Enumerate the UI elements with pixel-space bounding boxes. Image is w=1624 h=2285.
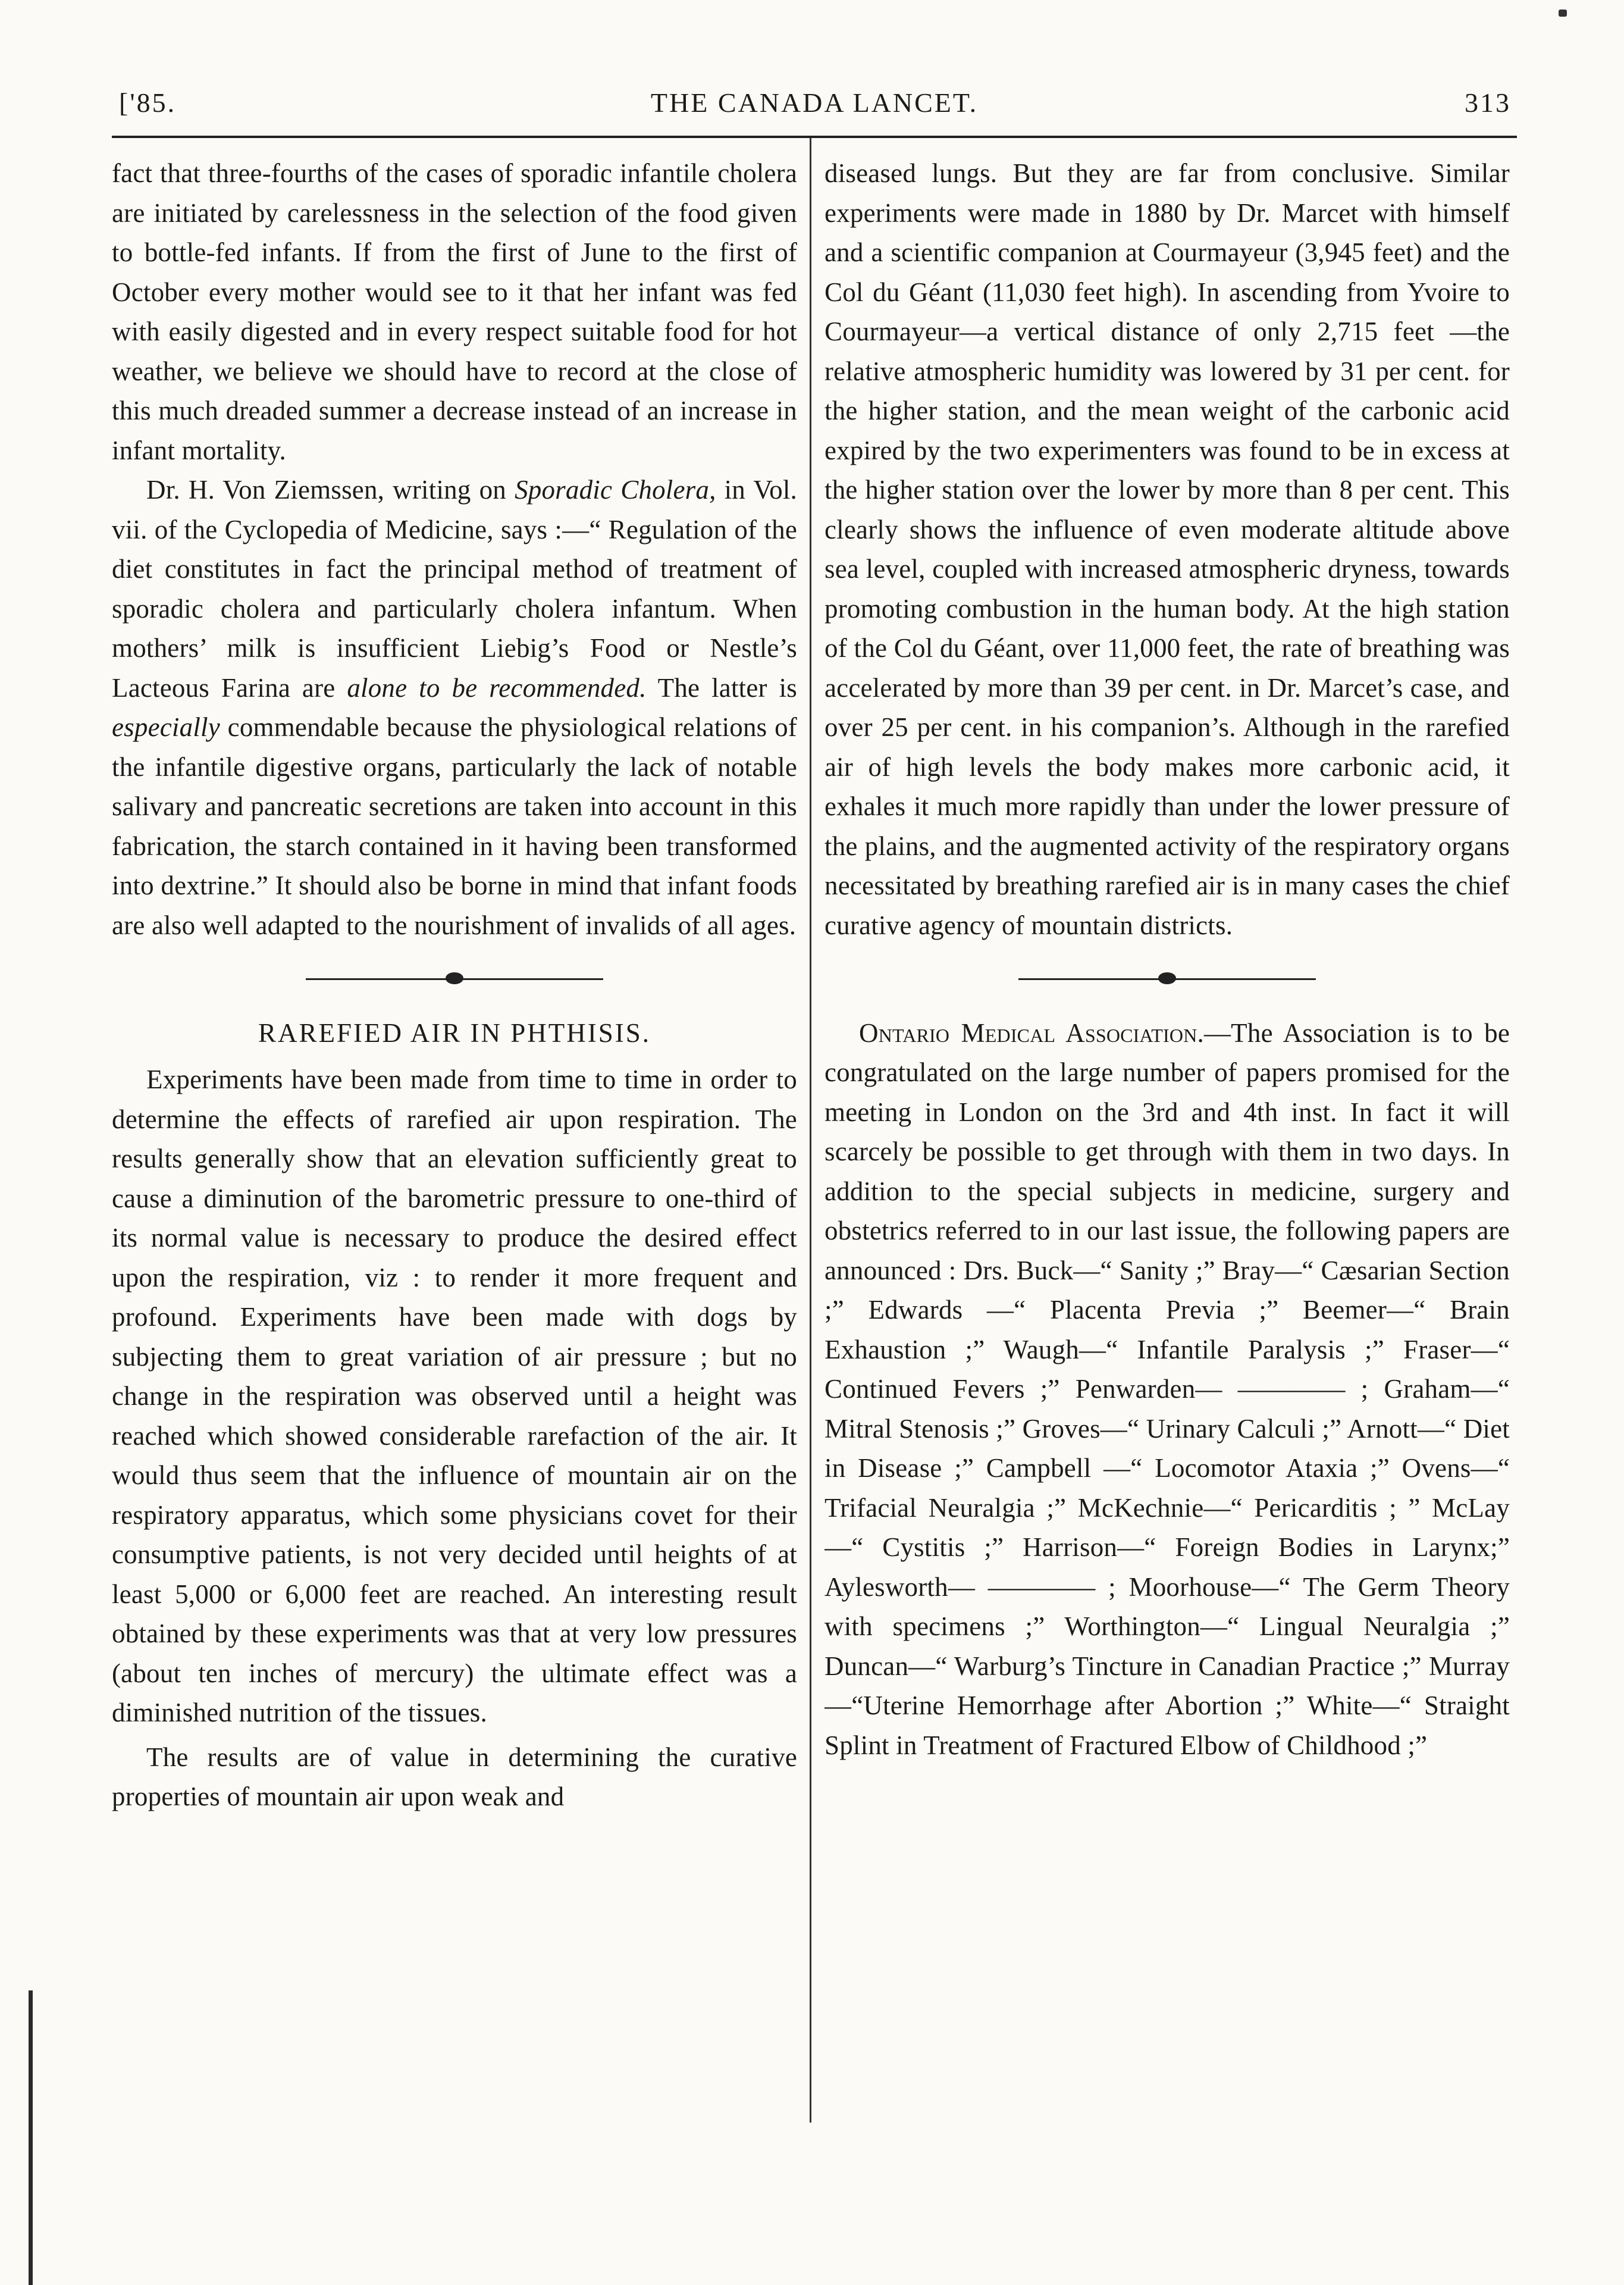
header-rule: [112, 136, 1517, 138]
ziemssen-text-b: in Vol. vii. of the Cyclopedia of Medicine, says :—“ Regulation of the diet constitutes in fact the principal method of treatment of sporadic cholera and particularly cholera infantum. When mothers’ milk is insufficient Liebig’s Food or Nestle’s Lacteous Farina are: [112, 475, 797, 703]
left-column: [112, 154, 797, 2117]
column-divider: [810, 138, 811, 2123]
corner-ink-mark: [1559, 10, 1567, 17]
ontario-medical-association-lead: Ontario Medical Association.: [859, 1018, 1204, 1048]
rarefied-air-paragraph-2: The results are of value in determining the curative properties of mountain air upon weak and: [112, 1742, 797, 1811]
rarefied-air-continuation: diseased lungs. But they are far from conclusive. Similar experiments were made in 1880 by Dr. Marcet with himself and a scientific companion at Courmayeur (3,945 feet) and the Col du Géant (11,030 feet high). In ascending from Yvoire to Courmayeur—a vertical distance of only 2,715 feet —the relative atmospheric humidity was lowered by 31 per cent. for the higher station, and the mean weight of the carbonic acid expired by the two experimenters was found to be in excess at the higher station over the lower by more than 8 per cent. This clearly shows the influence of even moderate altitude above sea level, coupled with increased atmospheric dryness, towards promoting combustion in the human body. At the high station of the Col du Géant, over 11,000 feet, the rate of breathing was accelerated by more than 39 per cent. in Dr. Marcet’s case, and over 25 per cent. in his companion’s. Although in the rarefied air of high levels the body makes more carbonic acid, it exhales it much more rapidly than under the lower pressure of the plains, and the augmented activity of the respiratory organs necessitated by breathing rarefied air is in many cases the chief curative agency of mountain districts.: [824, 158, 1510, 940]
ziemssen-italic-sporadic-cholera: Sporadic Cholera,: [515, 475, 716, 505]
section-divider-ornament: [306, 959, 603, 999]
ontario-medical-association-paragraph: [824, 1013, 1510, 1766]
volume-year-label: ['85.: [119, 87, 177, 118]
infant-cholera-paragraph-end: fact that three-fourths of the cases of sporadic infantile cholera are initiated by carelessness in the selection of the food given to bottle-fed infants. If from the first of June to the first of October every mother would see to it that her infant was fed with easily digested and in every respect suitable food for hot weather, we believe we should have to record at the close of this much dreaded summer a decrease instead of an increase in infant mortality.: [112, 158, 797, 465]
ziemssen-text-d: commendable because the physiological relations of the infantile digestive organs, particularly the lack of notable salivary and pancreatic secretions are taken into account in this fabrication, the starch contained in it having been transformed into dextrine.” It should also be borne in mind that infant foods are also well adapted to the nourishment of invalids of all ages.: [112, 712, 797, 940]
right-column: [824, 154, 1510, 2117]
section-divider-ornament: [1018, 959, 1316, 999]
binding-edge-mark: [29, 1990, 33, 2285]
section-heading-rarefied-air: RAREFIED AIR IN PHTHISIS.: [258, 1018, 651, 1048]
ziemssen-italic-especially: especially: [112, 712, 220, 742]
page-number: 313: [1465, 87, 1511, 118]
ziemssen-italic-recommended: alone to be recommended.: [347, 672, 647, 703]
journal-title: THE CANADA LANCET.: [650, 87, 979, 118]
ziemssen-paragraph: [112, 470, 797, 945]
ontario-medical-association-body: —The Association is to be congratulated on the large number of papers promised for the meeting in London on the 3rd and 4th inst. In fact it will scarcely be possible to get through with them in two days. In addition to the special subjects in medicine, surgery and obstetrics referred to in our last issue, the following papers are announced : Drs. Buck—“ Sanity ;” Bray—“ Cæsarian Section ;” Edwards —“ Placenta Previa ;” Beemer—“ Brain Exhaustion ;” Waugh—“ Infantile Paralysis ;” Fraser—“ Continued Fevers ;” Penwarden— ———— ; Graham—“ Mitral Stenosis ;” Groves—“ Urinary Calculi ;” Arnott—“ Diet in Disease ;” Campbell —“ Locomotor Ataxia ;” Ovens—“ Trifacial Neuralgia ;” McKechnie—“ Pericarditis ; ” McLay—“ Cystitis ;” Harrison—“ Foreign Bodies in Larynx;” Aylesworth— ———— ; Moorhouse—“ The Germ Theory with specimens ;” Worthington—“ Lingual Neuralgia ;” Duncan—“ Warburg’s Tincture in Canadian Practice ;” Murray—“Uterine Hemorrhage after Abortion ;” White—“ Straight Splint in Treatment of Fractured Elbow of Childhood ;”: [824, 1018, 1510, 1760]
ziemssen-text-a: Dr. H. Von Ziemssen, writing on: [146, 475, 515, 505]
ziemssen-text-c: The latter is: [646, 672, 797, 703]
rarefied-air-paragraph-1: Experiments have been made from time to time in order to determine the effects of rarefied air upon respiration. The results generally show that an elevation sufficiently great to cause a diminution of the barometric pressure to one-third of its normal value is necessary to produce the desired effect upon the respiration, viz : to render it more frequent and profound. Experiments have been made with dogs by subjecting them to great variation of air pressure ; but no change in the respiration was observed until a height was reached which showed considerable rarefaction of the air. It would thus seem that the influence of mountain air on the respiratory apparatus, which some physicians covet for their consumptive patients, is not very decided until heights of at least 5,000 or 6,000 feet are reached. An interesting result obtained by these experiments was that at very low pressures (about ten inches of mercury) the ultimate effect was a diminished nutrition of the tissues.: [112, 1065, 797, 1727]
running-header: [112, 82, 1517, 130]
